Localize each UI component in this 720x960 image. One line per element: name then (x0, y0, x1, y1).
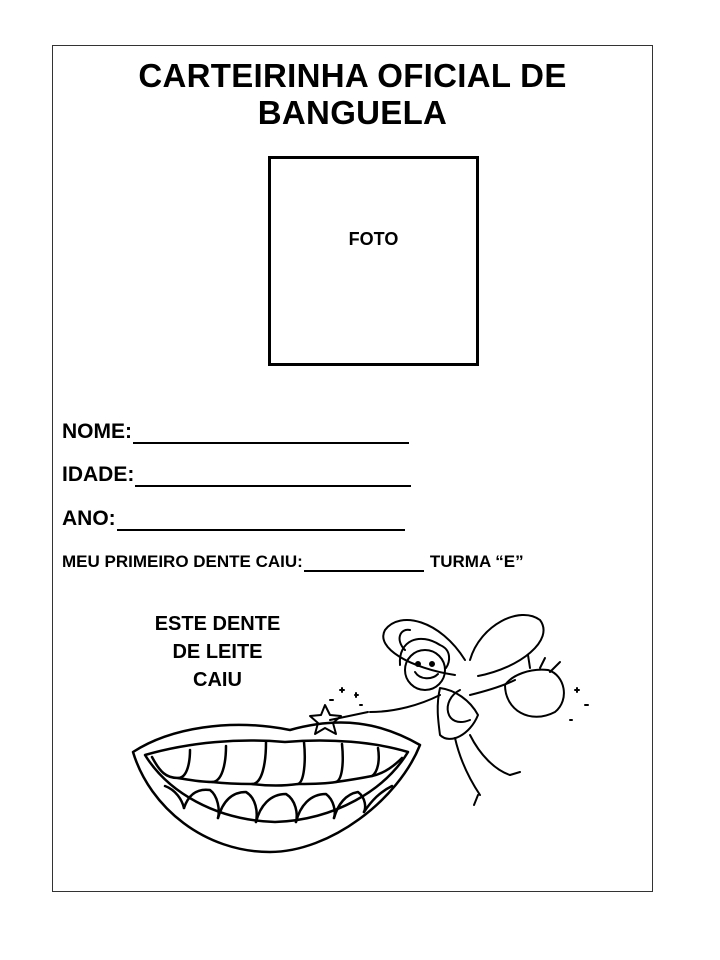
first-tooth-label: MEU PRIMEIRO DENTE CAIU: (62, 552, 303, 571)
class-label: TURMA “E” (429, 552, 524, 571)
title-line-2: BANGUELA (257, 94, 448, 131)
caption-line-3: CAIU (193, 669, 242, 691)
title-line-1: CARTEIRINHA OFICIAL DE (138, 57, 567, 94)
photo-label: FOTO (348, 229, 399, 249)
caption-line-1: ESTE DENTE (154, 613, 281, 635)
caption-line-2: DE LEITE (172, 641, 263, 663)
age-label: IDADE: (62, 463, 135, 486)
tooth-fairy-icon (310, 615, 588, 805)
year-label: ANO: (62, 507, 116, 530)
name-label: NOME: (62, 420, 132, 443)
